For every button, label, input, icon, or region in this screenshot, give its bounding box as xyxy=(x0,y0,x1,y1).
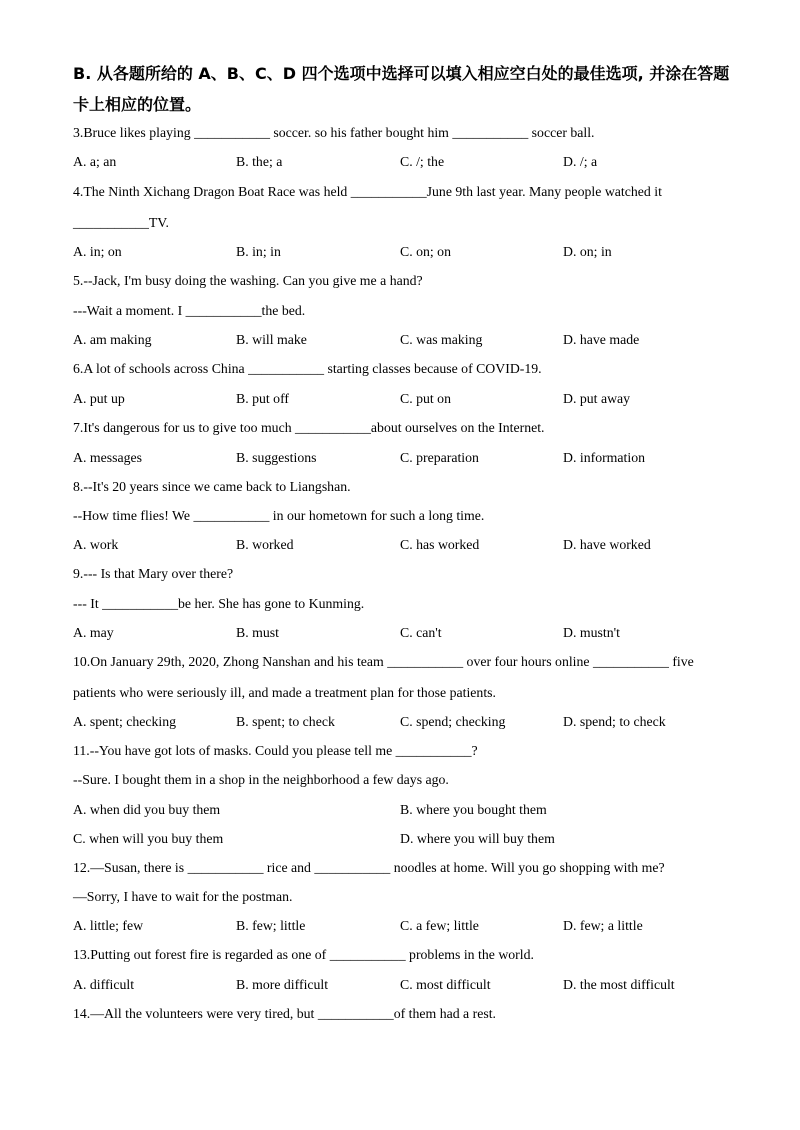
question-13-options xyxy=(73,976,733,994)
question-9-option-a: A. may xyxy=(73,625,114,640)
question-11-stem-line-2: --Sure. I bought them in a shop in the neighborhood a few days ago. xyxy=(73,772,449,787)
question-8-options xyxy=(73,536,733,554)
question-7-options xyxy=(73,449,733,467)
question-6-stem: 6.A lot of schools across China ___________ starting classes because of COVID-19. xyxy=(73,361,542,376)
question-6-option-d: D. put away xyxy=(563,391,631,406)
question-13-option-d: D. the most difficult xyxy=(563,977,675,992)
question-11-stem-line-1: 11.--You have got lots of masks. Could you please tell me ___________? xyxy=(73,743,478,758)
question-5-options xyxy=(73,331,733,349)
question-7-option-d: D. information xyxy=(563,450,645,465)
question-3-options xyxy=(73,153,733,171)
question-10-option-a: A. spent; checking xyxy=(73,714,177,729)
question-10-options xyxy=(73,713,733,731)
question-10-option-d: D. spend; to check xyxy=(563,714,666,729)
question-10-stem-line-2: patients who were seriously ill, and made a treatment plan for those patients. xyxy=(73,685,496,700)
question-12-stem-line-1: 12.—Susan, there is ___________ rice and ___________ noodles at home. Will you go shopping with me? xyxy=(73,860,665,875)
question-6-option-a: A. put up xyxy=(73,391,125,406)
question-9-stem-line-1: 9.--- Is that Mary over there? xyxy=(73,566,234,581)
question-11-options-row-2 xyxy=(73,830,733,848)
question-4-options xyxy=(73,243,733,261)
section-heading: B. 从各题所给的 A、B、C、D 四个选项中选择可以填入相应空白处的最佳选项, 并涂在答题卡上相应的位置。 xyxy=(73,64,730,114)
question-8-stem-line-1: 8.--It's 20 years since we came back to Liangshan. xyxy=(73,479,351,494)
question-9-option-b: B. must xyxy=(236,625,279,640)
question-11-option-b: B. where you bought them xyxy=(400,802,547,817)
question-13-stem: 13.Putting out forest fire is regarded as one of ___________ problems in the world. xyxy=(73,947,534,962)
question-4-stem-line-2: ___________TV. xyxy=(73,215,169,230)
question-5-option-a: A. am making xyxy=(73,332,152,347)
question-8-stem-line-2: --How time flies! We ___________ in our hometown for such a long time. xyxy=(73,508,485,523)
question-7-option-b: B. suggestions xyxy=(236,450,317,465)
question-13-option-a: A. difficult xyxy=(73,977,135,992)
question-7-option-c: C. preparation xyxy=(400,450,479,465)
question-8-option-d: D. have worked xyxy=(563,537,651,552)
question-10-option-c: C. spend; checking xyxy=(400,714,506,729)
question-3-option-a: A. a; an xyxy=(73,154,117,169)
question-5-option-b: B. will make xyxy=(236,332,307,347)
question-3-option-b: B. the; a xyxy=(236,154,283,169)
question-6-options xyxy=(73,390,733,408)
question-7-option-a: A. messages xyxy=(73,450,142,465)
question-9-stem-line-2: --- It ___________be her. She has gone to Kunming. xyxy=(73,596,365,611)
question-12-option-b: B. few; little xyxy=(236,918,306,933)
question-7-stem: 7.It's dangerous for us to give too much ___________about ourselves on the Internet. xyxy=(73,420,545,435)
question-11-option-d: D. where you will buy them xyxy=(400,831,555,846)
question-5-stem-line-1: 5.--Jack, I'm busy doing the washing. Can you give me a hand? xyxy=(73,273,423,288)
question-4-option-b: B. in; in xyxy=(236,244,281,259)
question-9-option-d: D. mustn't xyxy=(563,625,620,640)
question-8-option-c: C. has worked xyxy=(400,537,480,552)
question-6-option-b: B. put off xyxy=(236,391,290,406)
question-9-options xyxy=(73,624,733,642)
question-8-option-a: A. work xyxy=(73,537,119,552)
question-11-options-row-1 xyxy=(73,801,733,819)
question-13-option-c: C. most difficult xyxy=(400,977,491,992)
question-4-option-d: D. on; in xyxy=(563,244,612,259)
question-4-option-c: C. on; on xyxy=(400,244,451,259)
question-12-option-c: C. a few; little xyxy=(400,918,479,933)
question-6-option-c: C. put on xyxy=(400,391,451,406)
question-5-option-d: D. have made xyxy=(563,332,640,347)
question-11-option-a: A. when did you buy them xyxy=(73,802,221,817)
question-5-stem-line-2: ---Wait a moment. I ___________the bed. xyxy=(73,303,306,318)
question-4-option-a: A. in; on xyxy=(73,244,122,259)
question-4-stem-line-1: 4.The Ninth Xichang Dragon Boat Race was held ___________June 9th last year. Many people watched it xyxy=(73,184,662,199)
question-5-option-c: C. was making xyxy=(400,332,483,347)
question-14-stem: 14.—All the volunteers were very tired, but ___________of them had a rest. xyxy=(73,1006,497,1021)
question-3-option-d: D. /; a xyxy=(563,154,598,169)
question-12-option-d: D. few; a little xyxy=(563,918,643,933)
question-10-option-b: B. spent; to check xyxy=(236,714,335,729)
question-3-option-c: C. /; the xyxy=(400,154,445,169)
question-12-options xyxy=(73,917,733,935)
question-12-option-a: A. little; few xyxy=(73,918,144,933)
question-8-option-b: B. worked xyxy=(236,537,294,552)
question-12-stem-line-2: —Sorry, I have to wait for the postman. xyxy=(73,889,293,904)
question-13-option-b: B. more difficult xyxy=(236,977,329,992)
question-3-stem: 3.Bruce likes playing ___________ soccer. so his father bought him ___________ soccer ball. xyxy=(73,125,595,140)
question-11-option-c: C. when will you buy them xyxy=(73,831,224,846)
question-9-option-c: C. can't xyxy=(400,625,442,640)
question-10-stem-line-1: 10.On January 29th, 2020, Zhong Nanshan and his team ___________ over four hours online ___________ five xyxy=(73,654,694,669)
